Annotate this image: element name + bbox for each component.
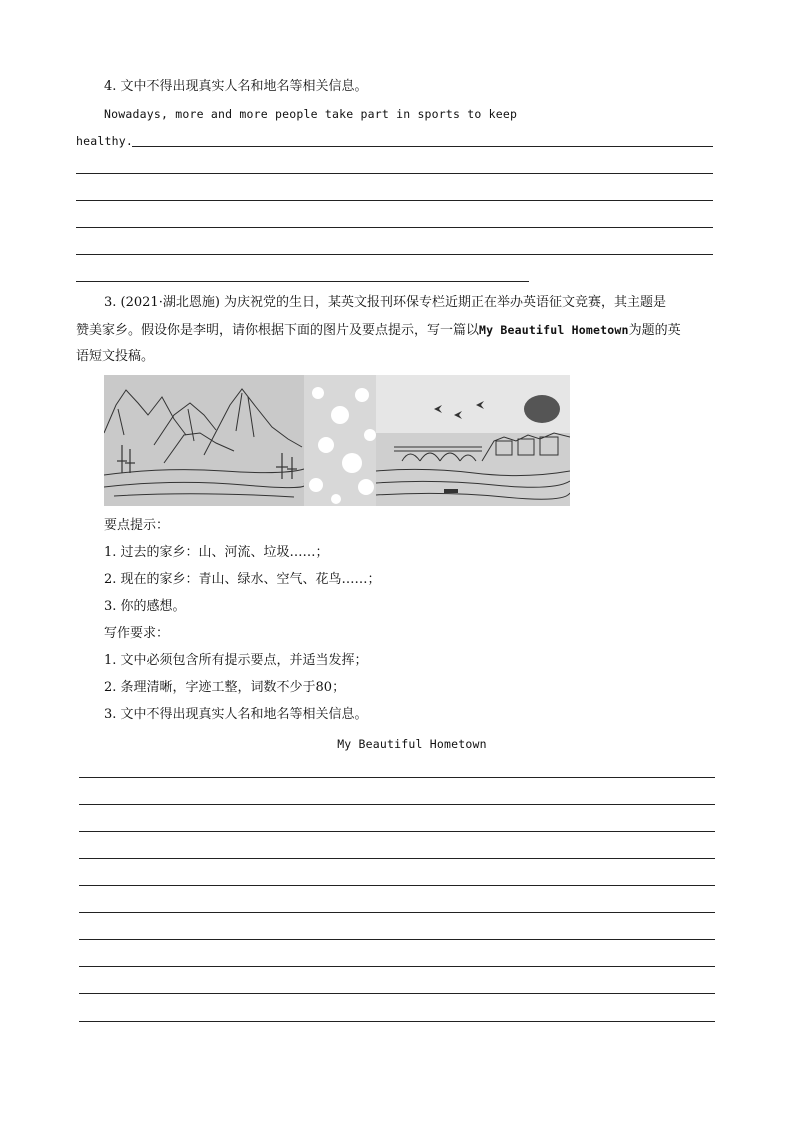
writing-line[interactable] (79, 777, 715, 778)
hint-item: 1. 过去的家乡：山、河流、垃圾……； (104, 545, 329, 560)
writing-line[interactable] (76, 254, 713, 255)
writing-line[interactable] (79, 993, 715, 994)
hint-item: 3. 你的感想。 (104, 599, 186, 614)
hometown-illustration (104, 375, 570, 506)
writing-line[interactable] (76, 281, 529, 282)
opening-sentence-line2: healthy. (76, 134, 133, 148)
writing-line[interactable] (79, 1021, 715, 1022)
question-intro-line2 (76, 321, 681, 340)
writing-line[interactable] (79, 885, 715, 886)
writing-line[interactable] (79, 858, 715, 859)
question-intro-title: My Beautiful Hometown (479, 323, 629, 337)
writing-line[interactable] (76, 227, 713, 228)
question-intro-line3: 语短文投稿。 (76, 349, 155, 364)
essay-title: My Beautiful Hometown (337, 737, 487, 751)
writing-line[interactable] (76, 173, 713, 174)
hint-item: 2. 现在的家乡：青山、绿水、空气、花鸟……； (104, 572, 381, 587)
requirement-item: 3. 文中不得出现真实人名和地名等相关信息。 (104, 707, 368, 722)
hometown-illustration-drawing (104, 375, 570, 506)
question-intro-line1: 3. (2021·湖北恩施) 为庆祝党的生日，某英文报刊环保专栏近期正在举办英语征文竞赛，其主题是 (104, 295, 667, 310)
question-intro-text: 为题的英 (628, 323, 681, 338)
requirements-heading: 写作要求： (104, 626, 170, 641)
requirement-item-4: 4. 文中不得出现真实人名和地名等相关信息。 (104, 79, 368, 94)
requirement-item: 1. 文中必须包含所有提示要点，并适当发挥； (104, 653, 368, 668)
writing-line[interactable] (79, 831, 715, 832)
writing-line[interactable] (132, 146, 713, 147)
requirement-item: 2. 条理清晰，字迹工整，词数不少于80； (104, 680, 346, 695)
writing-line[interactable] (79, 912, 715, 913)
writing-line[interactable] (79, 939, 715, 940)
writing-line[interactable] (76, 200, 713, 201)
writing-line[interactable] (79, 804, 715, 805)
writing-line[interactable] (79, 966, 715, 967)
hints-heading: 要点提示： (104, 518, 170, 533)
question-intro-text: 赞美家乡。假设你是李明，请你根据下面的图片及要点提示，写一篇以 (76, 323, 480, 338)
opening-sentence-line1: Nowadays, more and more people take part in sports to keep (104, 107, 518, 121)
